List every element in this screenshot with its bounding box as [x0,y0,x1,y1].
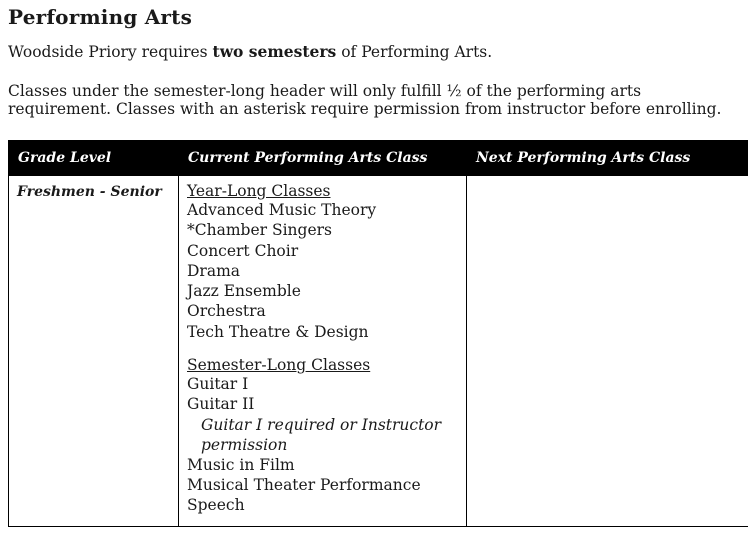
group-spacer [187,342,460,356]
next-class-cell[interactable] [467,176,748,527]
table-row [9,176,748,527]
page-title: Performing Arts [8,5,193,29]
guitar2-note-line-2: permission [201,435,288,454]
intro-text [8,42,492,61]
list-item: Concert Choir [187,241,299,260]
header-next-class: Next Performing Arts Class [467,141,748,176]
header-current-class: Current Performing Arts Class [179,141,467,176]
list-item: Musical Theater Performance [187,475,421,494]
guitar2-note-line-1: Guitar I required or Instructor [201,415,442,434]
list-item: Guitar I [187,375,249,394]
grade-level-value: Freshmen - Senior [17,184,162,200]
grade-cell [9,176,179,527]
list-item: Drama [187,261,241,280]
current-class-cell [179,176,467,527]
list-item: Music in Film [187,455,295,474]
note-line-2: requirement. Classes with an asterisk require permission from instructor before enrolling. [8,100,722,118]
semester-long-header: Semester-Long Classes [187,356,371,375]
list-item: Orchestra [187,302,266,321]
list-item: Tech Theatre & Design [187,322,369,341]
list-item: Jazz Ensemble [187,282,301,301]
table-header-row [9,141,748,176]
intro-suffix: of Performing Arts. [336,43,493,61]
performing-arts-table [8,140,748,527]
requirement-note [8,82,740,118]
list-item: Speech [187,496,245,515]
list-item: Guitar II [187,395,255,414]
note-line-1: Classes under the semester-long header will only fulfill ½ of the performing arts [8,82,642,100]
year-long-header: Year-Long Classes [187,182,331,200]
list-item: *Chamber Singers [187,221,332,240]
list-item: Advanced Music Theory [187,201,377,219]
intro-bold: two semesters [212,42,337,61]
intro-prefix: Woodside Priory requires [8,43,213,61]
header-grade-level: Grade Level [9,141,179,176]
